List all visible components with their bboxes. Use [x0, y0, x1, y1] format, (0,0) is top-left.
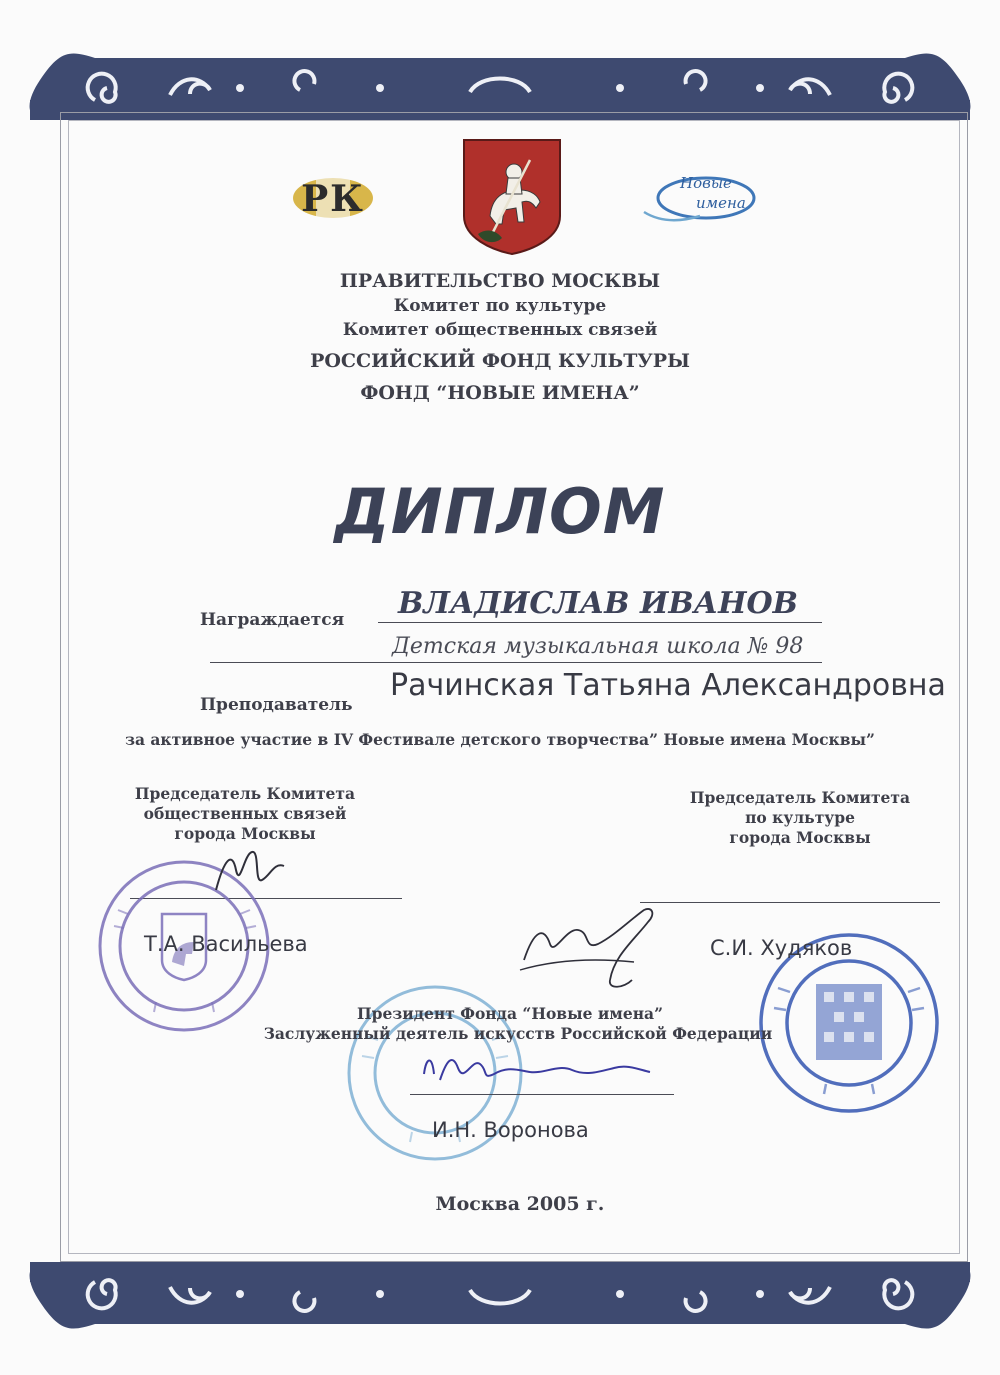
right-signatory-role	[670, 788, 930, 848]
teacher-label: Преподаватель	[200, 695, 353, 715]
left-role-line-3: города Москвы	[174, 824, 316, 843]
right-signature-line	[640, 902, 940, 903]
novye-imena-line2: имена	[696, 194, 746, 212]
rk-logo-text: РК	[301, 178, 365, 220]
header-russian-culture-fund: РОССИЙСКИЙ ФОНД КУЛЬТУРЫ	[310, 350, 690, 372]
president-name: И.Н. Воронова	[432, 1118, 589, 1142]
right-signatory-name: С.И. Худяков	[710, 936, 853, 960]
left-role-line-2: общественных связей	[143, 804, 347, 823]
right-role-line-3: города Москвы	[729, 828, 871, 847]
president-handwritten-signature	[418, 1044, 658, 1094]
left-signatory-name: Т.А. Васильева	[144, 932, 308, 956]
header-government: ПРАВИТЕЛЬСТВО МОСКВЫ	[339, 270, 661, 292]
place-and-year: Москва 2005 г.	[435, 1193, 605, 1215]
moscow-coat-of-arms	[462, 138, 562, 256]
top-ornament	[0, 40, 1000, 120]
header-committee-public: Комитет общественных связей	[342, 320, 658, 340]
rk-logo	[290, 170, 376, 226]
right-role-line-1: Председатель Комитета	[689, 788, 911, 807]
right-handwritten-signature	[514, 900, 674, 996]
recipient-name: ВЛАДИСЛАВ ИВАНОВ	[398, 586, 798, 621]
president-role-2: Заслуженный деятель искусств Российской Федерации	[263, 1024, 773, 1043]
left-signatory-role	[120, 784, 370, 844]
teacher-name: Рачинская Татьяна Александровна	[390, 668, 946, 703]
bottom-ornament	[0, 1262, 1000, 1342]
awarded-label: Награждается	[200, 610, 345, 630]
diploma-title: ДИПЛОМ	[334, 475, 666, 548]
header-committee-culture: Комитет по культуре	[393, 296, 607, 316]
president-signature-line	[410, 1094, 674, 1095]
header-new-names-fund: ФОНД “НОВЫЕ ИМЕНА”	[360, 382, 640, 404]
school-name: Детская музыкальная школа № 98	[392, 634, 804, 659]
novye-imena-logo	[640, 168, 760, 228]
left-role-line-1: Председатель Комитета	[134, 784, 356, 803]
novye-imena-line1: Новые	[680, 174, 732, 192]
right-role-line-2: по культуре	[745, 808, 855, 827]
award-reason: за активное участие в IV Фестивале детского творчества” Новые имена Москвы”	[125, 730, 875, 749]
recipient-underline	[378, 622, 822, 623]
president-role-1: Президент Фонда “Новые имена”	[356, 1004, 663, 1023]
school-underline	[210, 662, 822, 663]
left-handwritten-signature	[210, 840, 290, 900]
